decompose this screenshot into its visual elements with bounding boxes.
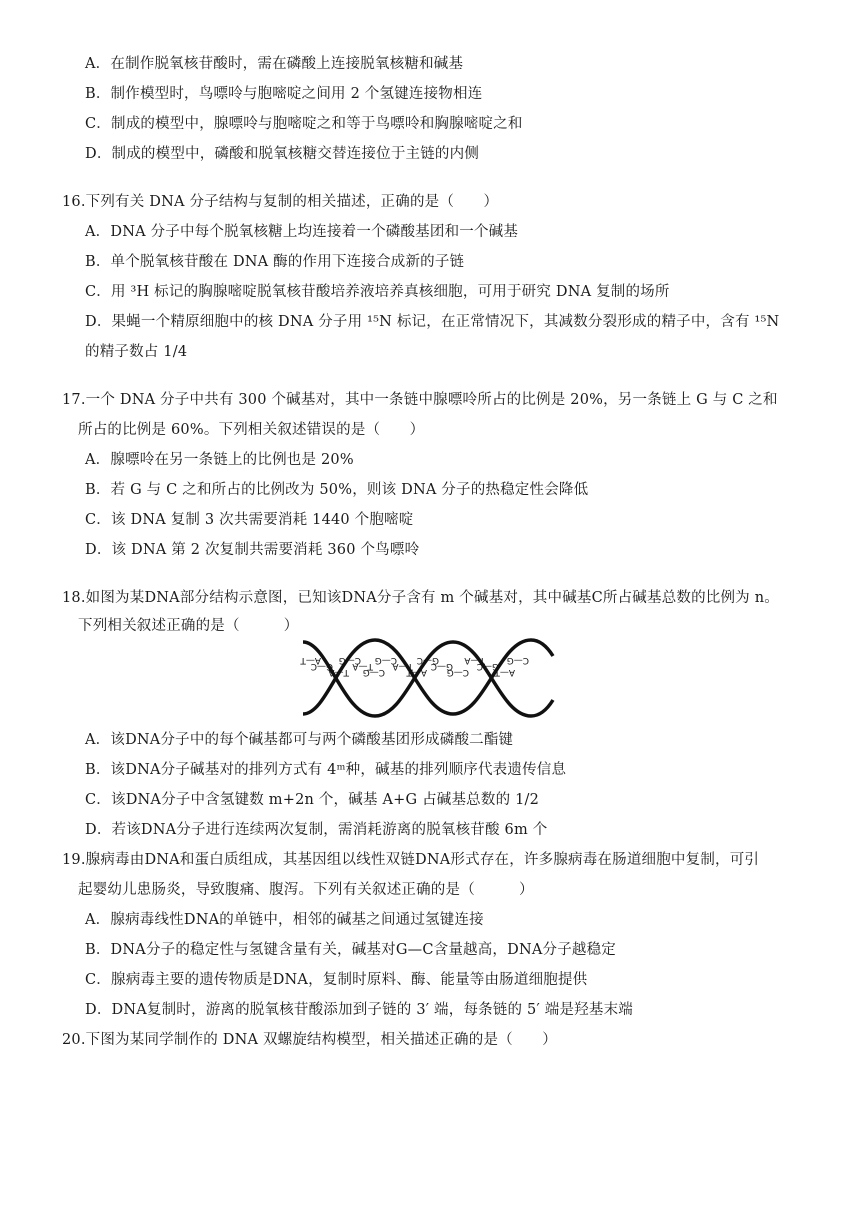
- base-pair-label: G—C: [476, 661, 499, 671]
- q17-option-a: A．腺嘌呤在另一条链上的比例也是 20%: [85, 452, 354, 468]
- q19-stem-line2: 起婴幼儿患肠炎，导致腹痛、腹泻。下列有关叙述正确的是（ ）: [78, 882, 534, 898]
- q15-option-a: A．在制作脱氧核苷酸时，需在磷酸上连接脱氧核糖和碱基: [85, 56, 464, 72]
- q18-stem-line1: 18.如图为某DNA部分结构示意图，已知该DNA分子含有 m 个碱基对，其中碱基C所占碱基总数的比例为 n。: [62, 590, 779, 606]
- q19-option-b: B．DNA分子的稳定性与氢键含量有关，碱基对G—C含量越高，DNA分子越稳定: [85, 942, 616, 958]
- q16-option-a: A．DNA 分子中每个脱氧核糖上均连接着一个磷酸基团和一个碱基: [85, 224, 519, 240]
- q19-stem-line1: 19.腺病毒由DNA和蛋白质组成，其基因组以线性双链DNA形式存在，许多腺病毒在肠道细胞中复制，可引: [62, 852, 760, 868]
- q17-option-d: D．该 DNA 第 2 次复制共需要消耗 360 个鸟嘌呤: [85, 542, 420, 558]
- base-pair-label: A—T: [494, 667, 515, 677]
- q18-stem-line2: 下列相关叙述正确的是（ ）: [78, 618, 299, 634]
- q17-stem-line2: 所占的比例是 60%。下列相关叙述错误的是（ ）: [78, 422, 425, 438]
- q15-option-d: D．制成的模型中，磷酸和脱氧核糖交替连接位于主链的内侧: [85, 146, 480, 162]
- base-pair-label: C—G: [338, 655, 361, 665]
- base-pair-label: A—T: [300, 655, 321, 665]
- q19-option-d: D．DNA复制时，游离的脱氧核苷酸添加到子链的 3′ 端，每条链的 5′ 端是羟基末端: [85, 1002, 633, 1018]
- q18-option-d: D．若该DNA分子进行连续两次复制，需消耗游离的脱氧核苷酸 6m 个: [85, 822, 548, 838]
- q16-stem: 16.下列有关 DNA 分子结构与复制的相关描述，正确的是（ ）: [62, 194, 499, 210]
- dna-strand-1: [303, 640, 553, 714]
- base-pair-label: T—A: [392, 661, 413, 671]
- q18-option-c: C．该DNA分子中含氢键数 m+2n 个，碱基 A+G 占碱基总数的 1/2: [85, 792, 540, 808]
- q20-stem: 20.下图为某同学制作的 DNA 双螺旋结构模型，相关描述正确的是（ ）: [62, 1032, 557, 1048]
- q15-option-c: C．制成的模型中，腺嘌呤与胞嘧啶之和等于鸟嘌呤和胸腺嘧啶之和: [85, 116, 523, 132]
- base-pair-label: G—C: [430, 661, 453, 671]
- base-pair-label: G—C: [416, 655, 439, 665]
- q18-option-b: B．该DNA分子碱基对的排列方式有 4ᵐ种，碱基的排列顺序代表遗传信息: [85, 762, 567, 778]
- base-pair-label: G—C: [310, 661, 333, 671]
- q15-option-b: B．制作模型时，鸟嘌呤与胞嘧啶之间用 2 个氢键连接物相连: [85, 86, 483, 102]
- base-pair-label: C—G: [506, 655, 529, 665]
- base-pair-label: T—A: [464, 655, 485, 665]
- base-pair-label: C—G: [362, 667, 385, 677]
- q16-option-d-cont: 的精子数占 1/4: [85, 344, 188, 360]
- dna-helix-svg: [300, 636, 553, 720]
- q18-option-a: A．该DNA分子中的每个碱基都可与两个磷酸基团形成磷酸二酯键: [85, 732, 514, 748]
- q19-option-a: A．腺病毒线性DNA的单链中，相邻的碱基之间通过氢键连接: [85, 912, 484, 928]
- q17-stem-line1: 17.一个 DNA 分子中共有 300 个碱基对，其中一条链中腺嘌呤所占的比例是 20%，另一条链上 G 与 C 之和: [62, 392, 778, 408]
- dna-strand-2: [303, 642, 553, 716]
- q16-option-b: B．单个脱氧核苷酸在 DNA 酶的作用下连接合成新的子链: [85, 254, 465, 270]
- base-pair-label: T—A: [328, 667, 349, 677]
- base-pair-label: T—A: [352, 661, 373, 671]
- base-pair-labels: [300, 655, 529, 677]
- q17-option-c: C．该 DNA 复制 3 次共需要消耗 1440 个胞嘧啶: [85, 512, 414, 528]
- base-pair-label: C—G: [374, 655, 397, 665]
- q16-option-d: D．果蝇一个精原细胞中的核 DNA 分子用 ¹⁵N 标记，在正常情况下，其减数分裂形成的精子中，含有 ¹⁵N: [85, 314, 780, 330]
- q19-option-c: C．腺病毒主要的遗传物质是DNA，复制时原料、酶、能量等由肠道细胞提供: [85, 972, 588, 988]
- q17-option-b: B．若 G 与 C 之和所占的比例改为 50%，则该 DNA 分子的热稳定性会降低: [85, 482, 589, 498]
- q16-option-c: C．用 ³H 标记的胸腺嘧啶脱氧核苷酸培养液培养真核细胞，可用于研究 DNA 复制的场所: [85, 284, 670, 300]
- dna-double-helix-diagram: [300, 636, 553, 720]
- base-pair-label: A—T: [406, 667, 427, 677]
- base-pair-label: C—G: [446, 667, 469, 677]
